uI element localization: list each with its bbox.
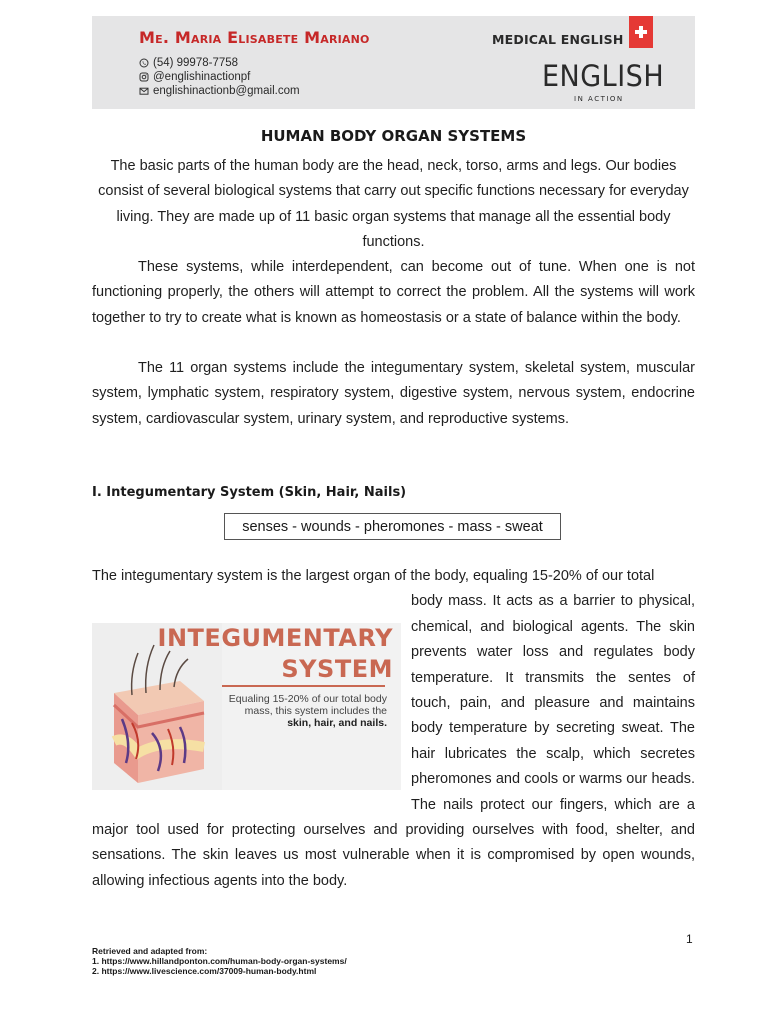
document-header [92, 16, 695, 109]
intro-paragraph: The basic parts of the human body are the head, neck, torso, arms and legs. Our bodies consist of several biological systems that carry out specific functions necessary for everyday living. They are made up of 11 basic organ systems that manage all the essential body functions. [98, 158, 689, 251]
contact-email [139, 84, 300, 98]
page-number: 1 [686, 932, 693, 946]
references-footer [92, 946, 347, 976]
logo-subtitle: IN ACTION [574, 95, 624, 103]
figure-caption [220, 693, 387, 729]
reference-link-2: 2. https://www.livescience.com/37009-human-body.html [92, 966, 317, 976]
organ-systems-paragraph: The 11 organ systems include the integumentary system, skeletal system, muscular system, lymphatic system, respiratory system, digestive system, nervous system, endocrine system, cardiovascular system, urinary system, and reproductive systems. [92, 360, 695, 427]
integumentary-figure [92, 623, 401, 790]
english-in-action-logo: ENGLISH [542, 60, 665, 94]
medical-english-label: MEDICAL ENGLISH [492, 32, 624, 47]
author-name: Me. Maria Elisabete Mariano [139, 28, 370, 47]
page-title: HUMAN BODY ORGAN SYSTEMS [260, 127, 527, 145]
section-heading: I. Integumentary System (Skin, Hair, Nails) [92, 485, 407, 500]
reference-link-1: 1. https://www.hillandponton.com/human-body-organ-systems/ [92, 956, 347, 966]
keyword-box: senses - wounds - pheromones - mass - sweat [224, 513, 561, 540]
email-address: englishinactionb@gmail.com [153, 85, 300, 97]
figure-title-line1: INTEGUMENTARY [157, 624, 393, 653]
instagram-icon [139, 72, 149, 82]
instagram-handle: @englishinactionpf [153, 71, 251, 83]
figure-caption-bold: skin, hair, and nails. [287, 717, 387, 730]
contact-phone [139, 56, 238, 70]
retrieved-label: Retrieved and adapted from: [92, 946, 208, 956]
red-cross-icon [629, 16, 653, 48]
email-icon [139, 86, 149, 96]
figure-divider [222, 685, 385, 687]
whatsapp-icon [139, 58, 149, 68]
section-body-text: body mass. It acts as a barrier to physical, chemical, and biological agents. The skin prevents water loss and regulates body temperature. It transmits the sentes of touch, pain, and pleasure and maintains body temperature by secreting sweat. The hair lubricates the scalp, which secretes pheromones and cools or warms our heads. The nails protect our fingers, which are a major tool used for protecting ourselves and providing ourselves with food, shelter, and sensations. The skin leaves us most vulnerable when it is compromised by open wounds, allowing infectious agents into the body. [92, 593, 695, 889]
section-body [92, 564, 695, 894]
section-lead-line: The integumentary system is the largest organ of the body, equaling 15-20% of our total [92, 568, 655, 584]
contact-instagram [139, 70, 250, 84]
figure-title-line2: SYSTEM [281, 655, 393, 684]
homeostasis-paragraph: These systems, while interdependent, can become out of tune. When one is not functioning properly, the others will attempt to correct the problem. All the systems will work together to try to create what is known as homeostasis or a state of balance within the body. [92, 259, 695, 326]
phone-number: (54) 99978-7758 [153, 57, 239, 69]
figure-caption-text: Equaling 15-20% of our total body mass, this system includes the [228, 693, 387, 718]
